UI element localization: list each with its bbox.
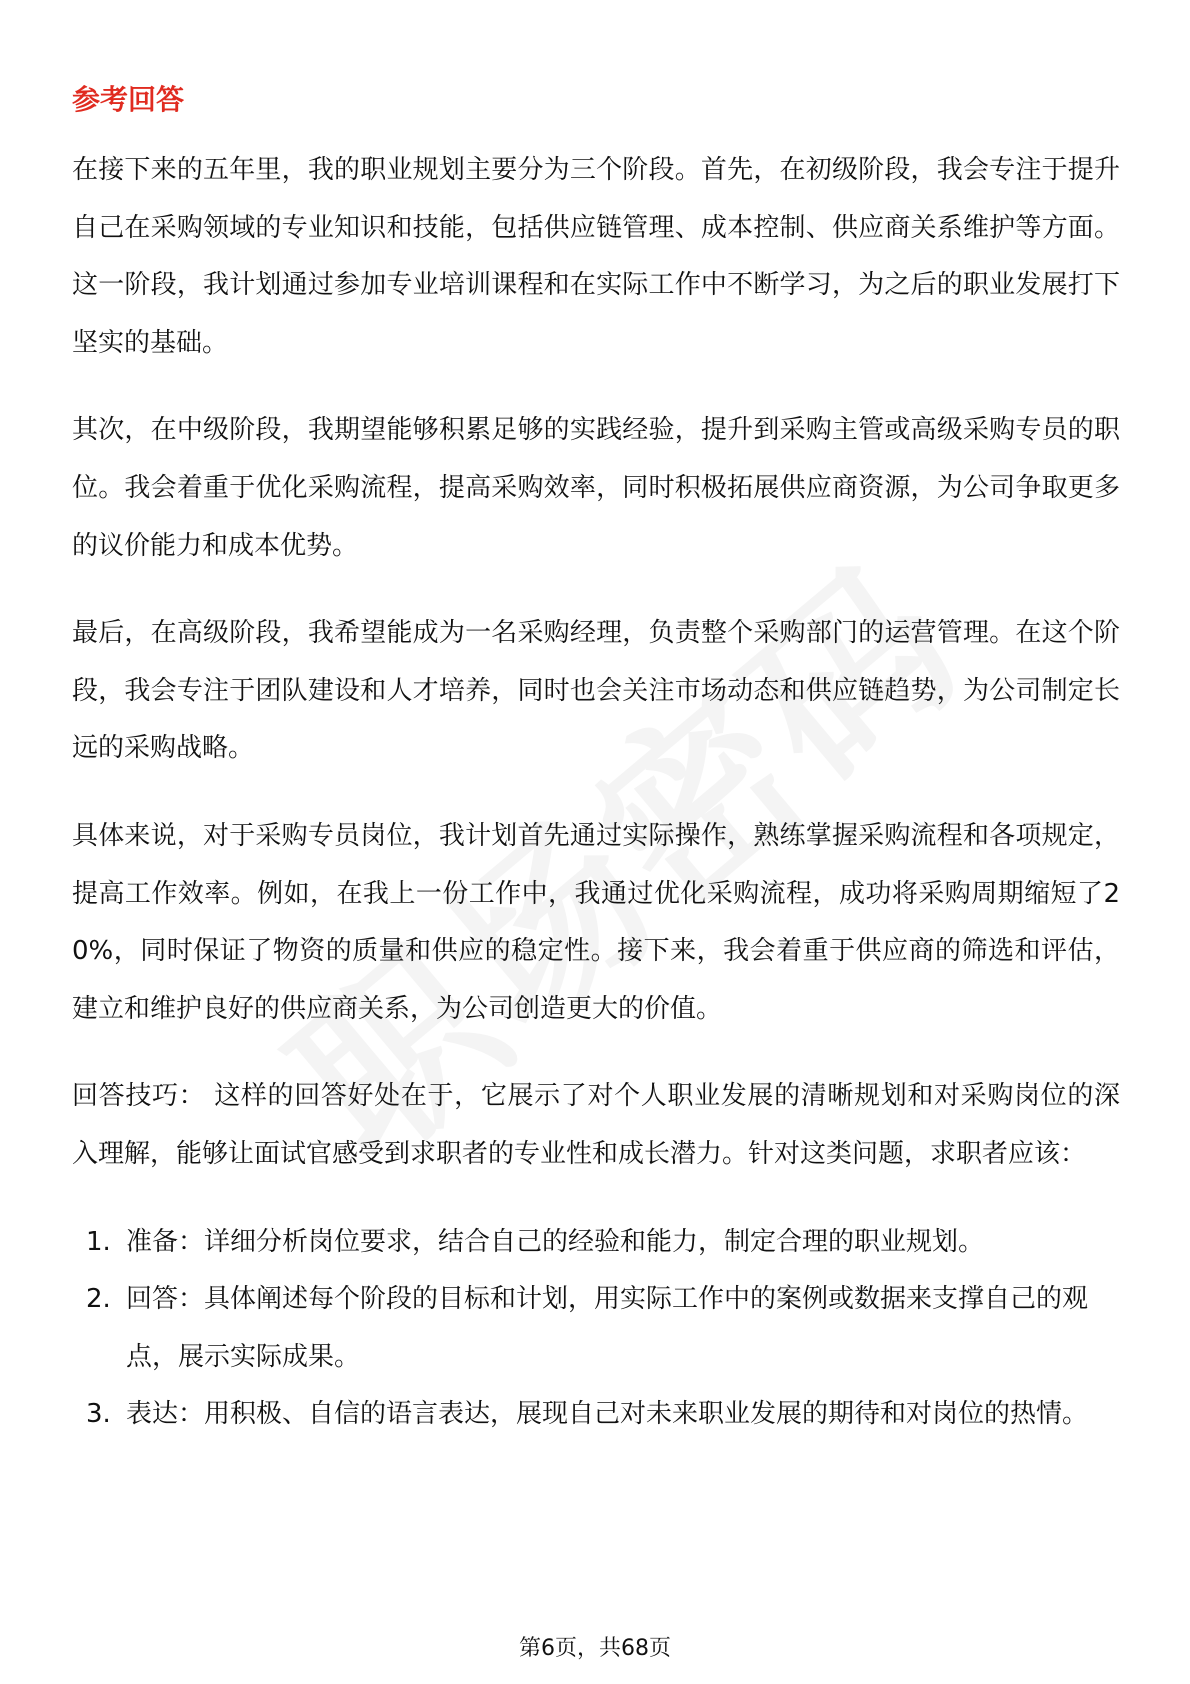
answer-paragraph-1: 在接下来的五年里，我的职业规划主要分为三个阶段。首先，在初级阶段，我会专注于提升自己在采购领域的专业知识和技能，包括供应链管理、成本控制、供应商关系维护等方面。这一阶段，我计划通过参加专业培训课程和在实际工作中不断学习，为之后的职业发展打下坚实的基础。 (72, 155, 1120, 358)
answer-paragraph-2: 其次，在中级阶段，我期望能够积累足够的实践经验，提升到采购主管或高级采购专员的职位。我会着重于优化采购流程，提高采购效率，同时积极拓展供应商资源，为公司争取更多的议价能力和成本优势。 (72, 415, 1120, 561)
page-content (72, 80, 1120, 1444)
tips-intro-paragraph: 回答技巧： 这样的回答好处在于，它展示了对个人职业发展的清晰规划和对采购岗位的深入理解，能够让面试官感受到求职者的专业性和成长潜力。针对这类问题，求职者应该： (72, 1081, 1120, 1169)
answer-paragraph-4: 具体来说，对于采购专员岗位，我计划首先通过实际操作，熟练掌握采购流程和各项规定，提高工作效率。例如，在我上一份工作中，我通过优化采购流程，成功将采购周期缩短了20%，同时保证了物资的质量和供应的稳定性。接下来，我会着重于供应商的筛选和评估，建立和维护良好的供应商关系，为公司创造更大的价值。 (72, 820, 1120, 1024)
list-item-number: 1. (86, 1226, 111, 1257)
list-item-text: 回答：具体阐述每个阶段的目标和计划，用实际工作中的案例或数据来支撑自己的观点，展示实际成果。 (126, 1284, 1089, 1372)
list-item (72, 1386, 1120, 1444)
list-item-text: 准备：详细分析岗位要求，结合自己的经验和能力，制定合理的职业规划。 (126, 1226, 985, 1257)
section-title: 参考回答 (72, 83, 185, 116)
page-number-footer: 第6页，共68页 (519, 1636, 671, 1661)
list-item-text: 表达：用积极、自信的语言表达，展现自己对未来职业发展的期待和对岗位的热情。 (126, 1399, 1089, 1430)
list-item-number: 3. (86, 1399, 111, 1430)
answer-paragraph-3: 最后，在高级阶段，我希望能成为一名采购经理，负责整个采购部门的运营管理。在这个阶段，我会专注于团队建设和人才培养，同时也会关注市场动态和供应链趋势，为公司制定长远的采购战略。 (72, 618, 1120, 764)
list-item (72, 1214, 1120, 1272)
list-item-number: 2. (86, 1284, 111, 1315)
tips-list (72, 1214, 1120, 1444)
list-item (72, 1271, 1120, 1386)
